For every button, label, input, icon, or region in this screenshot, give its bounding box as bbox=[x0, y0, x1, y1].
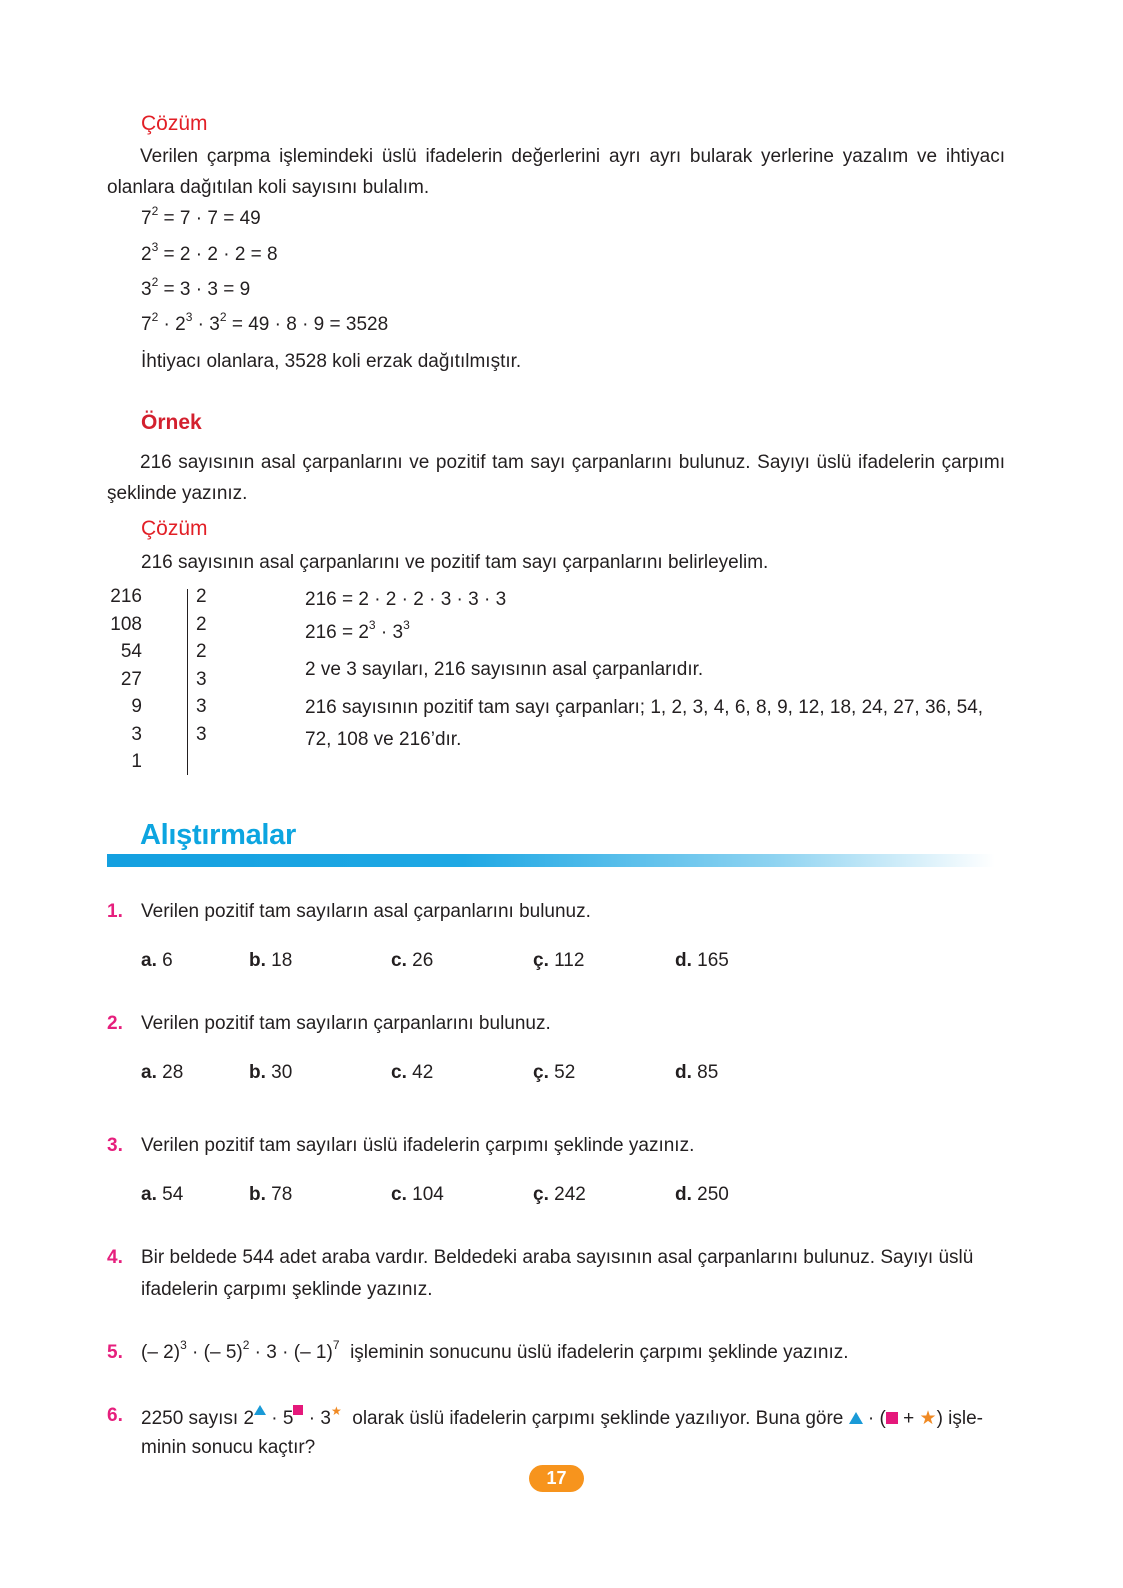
question-number: 1. bbox=[107, 901, 123, 922]
division-dividend: 27 bbox=[120, 668, 142, 690]
division-dividend: 216 bbox=[110, 586, 142, 607]
option-c: c. 26 bbox=[391, 950, 434, 971]
option-d: d. 165 bbox=[675, 950, 729, 971]
question-number: 3. bbox=[107, 1135, 123, 1156]
option-cc: ç. 242 bbox=[533, 1184, 586, 1205]
exercises-title: Alıştırmalar bbox=[140, 819, 296, 851]
division-dividend: 54 bbox=[120, 641, 142, 662]
question-text: Verilen pozitif tam sayıları üslü ifadelerin çarpımı şeklinde yazınız. bbox=[141, 1135, 695, 1156]
option-a: a. 54 bbox=[141, 1184, 184, 1205]
factorization-exponent-line: $216 = 2^3 \cdot 3^3$ bbox=[305, 618, 410, 643]
division-separator-line bbox=[187, 589, 188, 775]
option-cc: ç. 52 bbox=[533, 1062, 576, 1083]
prime-factors-statement: 2 ve 3 sayıları, 216 sayısının asal çarpanlarıdır. bbox=[305, 659, 704, 680]
division-dividend: 9 bbox=[131, 696, 142, 717]
exercises-title-bar bbox=[107, 854, 995, 867]
division-divisor: 3 bbox=[196, 668, 207, 690]
option-a: a. 6 bbox=[141, 950, 173, 971]
solution2-title: Çözüm bbox=[141, 517, 208, 540]
division-dividend: 1 bbox=[131, 751, 142, 772]
equation-2-cubed: $2^3 = 2 \cdot 2 \cdot 2 = 8$ bbox=[141, 240, 278, 265]
divisors-statement: 216 sayısının pozitif tam sayı çarpanları; 1, 2, 3, 4, 6, 8, 9, 12, 18, 24, 27, 36, 54, bbox=[305, 697, 984, 718]
question-number: 4. bbox=[107, 1247, 123, 1268]
page-number-badge: 17 bbox=[529, 1465, 584, 1492]
division-dividend: 108 bbox=[110, 613, 142, 635]
option-a: a. 28 bbox=[141, 1062, 184, 1083]
question-number: 6. bbox=[107, 1405, 123, 1426]
solution-conclusion: İhtiyacı olanlara, 3528 koli erzak dağıtılmıştır. bbox=[141, 351, 522, 372]
question-text: Bir beldede 544 adet araba vardır. Beldedeki araba sayısının asal çarpanlarını bulunuz. Sayıyı üslü bbox=[141, 1247, 974, 1268]
question-number: 5. bbox=[107, 1342, 123, 1363]
square-icon bbox=[293, 1405, 303, 1415]
question-text: Verilen pozitif tam sayıların çarpanlarını bulunuz. bbox=[141, 1013, 551, 1034]
question-number: 2. bbox=[107, 1013, 123, 1034]
question-expression: (– 2)$^3$ · (– 5)$^2$ · 3 · (– 1)$^7$ işleminin sonucunu üslü ifadelerin çarpımı şeklinde yazınız. bbox=[141, 1338, 849, 1363]
factorization-line: 216 = 2 · 2 · 2 · 3 · 3 · 3 bbox=[305, 589, 507, 610]
solution-intro: Verilen çarpma işlemindeki üslü ifadelerin değerlerini ayrı ayrı bularak yerlerine yazalım ve ihtiyacı olanlara dağıtılan koli sayısını bulalım. bbox=[107, 146, 1005, 198]
option-b: b. 78 bbox=[249, 1184, 293, 1205]
triangle-icon bbox=[849, 1412, 863, 1424]
option-d: d. 250 bbox=[675, 1184, 729, 1205]
equation-product: $7^2 \cdot 2^3 \cdot 3^2 = 49 \cdot 8 \cdot 9 = 3528$ bbox=[141, 310, 389, 335]
divisors-statement-cont: 72, 108 ve 216’dır. bbox=[305, 729, 462, 750]
solution-title: Çözüm bbox=[141, 112, 208, 135]
equation-3-squared: $3^2 = 3 \cdot 3 = 9$ bbox=[141, 275, 251, 300]
division-divisor: 3 bbox=[196, 723, 207, 745]
star-icon: ★ bbox=[330, 1404, 342, 1418]
solution2-intro: 216 sayısının asal çarpanlarını ve pozitif tam sayı çarpanlarını belirleyelim. bbox=[141, 552, 769, 573]
triangle-icon bbox=[254, 1405, 266, 1415]
equation-7-squared: $7^2 = 7 \cdot 7 = 49$ bbox=[141, 204, 261, 229]
example-text: 216 sayısının asal çarpanlarını ve pozitif tam sayı çarpanlarını bulunuz. Sayıyı üslü ifadelerin çarpımı şeklinde yazınız. bbox=[107, 452, 1005, 504]
option-cc: ç. 112 bbox=[533, 950, 585, 971]
question-text-cont: minin sonucu kaçtır? bbox=[141, 1437, 316, 1458]
question-text: Verilen pozitif tam sayıların asal çarpanlarını bulunuz. bbox=[141, 901, 591, 922]
question-text: 2250 sayısı 2 · 5 · 3★ olarak üslü ifadelerin çarpımı şeklinde yazılıyor. Buna göre · ( + ★) işle- bbox=[141, 1404, 984, 1429]
option-c: c. 42 bbox=[391, 1062, 434, 1083]
division-dividend: 3 bbox=[131, 723, 142, 745]
division-divisor: 2 bbox=[196, 641, 207, 662]
question-text-cont: ifadelerin çarpımı şeklinde yazınız. bbox=[141, 1279, 433, 1300]
star-icon: ★ bbox=[919, 1408, 937, 1429]
option-c: c. 104 bbox=[391, 1184, 444, 1205]
division-divisor: 3 bbox=[196, 696, 207, 717]
question-text: işleminin sonucunu üslü ifadelerin çarpımı şeklinde yazınız. bbox=[350, 1342, 849, 1363]
square-icon bbox=[886, 1412, 898, 1424]
option-d: d. 85 bbox=[675, 1062, 719, 1083]
division-divisor: 2 bbox=[196, 586, 207, 607]
option-b: b. 18 bbox=[249, 950, 293, 971]
division-divisor: 2 bbox=[196, 613, 207, 635]
option-b: b. 30 bbox=[249, 1062, 293, 1083]
example-title: Örnek bbox=[141, 411, 202, 434]
